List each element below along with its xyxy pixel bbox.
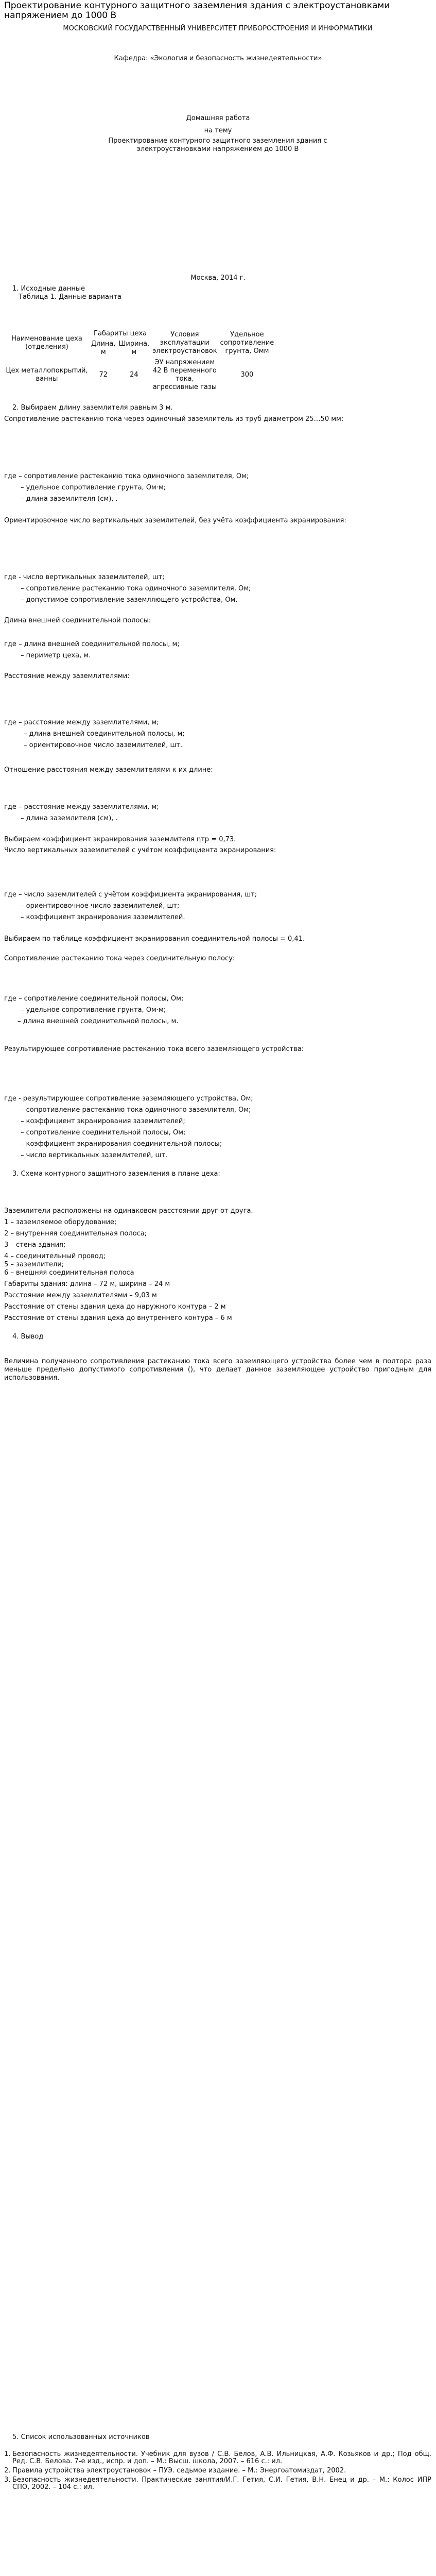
where-single-3: – длина заземлителя (см), . xyxy=(21,495,118,503)
cell-width: 24 xyxy=(130,371,138,379)
where-total-6: – число вертикальных заземлителей, шт. xyxy=(21,1151,168,1159)
single-electrode-paragraph: Сопротивление растеканию тока через одиночный заземлитель из труб диаметром 25…50 мм: xyxy=(4,415,344,423)
where-ratio-1: где – расстояние между заземлителями, м; xyxy=(4,803,159,811)
building-dimensions: Габариты здания: длина – 72 м, ширина – 24 м xyxy=(4,1280,170,1288)
list-item-number: 1. xyxy=(4,2450,11,2458)
count-with-eta-paragraph: Число вертикальных заземлителей с учётом коэффициента экранирования: xyxy=(4,846,276,854)
where-single-2: – удельное сопротивление грунта, Ом·м; xyxy=(21,484,166,492)
header-length: Длина, м xyxy=(91,340,116,356)
cell-resistivity: 300 xyxy=(240,371,254,379)
conclusion-text: Величина полученного сопротивления растеканию тока всего заземляющего устройства более чем в полтора раза меньше предельно допустимого сопротивления (), что делает данное заземляющее устройство пригодным для использования. xyxy=(4,1358,431,1382)
legend-item-2: 2 – внутренняя соединительная полоса; xyxy=(4,1230,147,1238)
outer-contour-distance: Расстояние от стены здания цеха до наружного контура – 2 м xyxy=(4,1303,226,1311)
where-strip-1: где – длина внешней соединительной полосы, м; xyxy=(4,640,180,648)
university-name: МОСКОВСКИЙ ГОСУДАРСТВЕННЫЙ УНИВЕРСИТЕТ ПРИБОРОСТРОЕНИЯ И ИНФОРМАТИКИ xyxy=(63,25,373,32)
where-distance-2: – длина внешней соединительной полосы, м; xyxy=(24,730,185,738)
where-count2-3: – коэффициент экранирования заземлителей. xyxy=(21,913,185,921)
where-count2-1: где – число заземлителей с учётом коэффициента экранирования, шт; xyxy=(4,891,257,899)
list-item xyxy=(4,2451,431,2465)
where-strip-res-2: – удельное сопротивление грунта, Ом·м; xyxy=(21,1006,166,1014)
department-name: Кафедра: «Экология и безопасность жизнедеятельности» xyxy=(114,55,322,62)
where-strip-res-1: где – сопротивление соединительной полосы, Ом; xyxy=(4,995,184,1003)
table-row xyxy=(4,358,275,393)
legend-item-1: 1 – заземляемое оборудование; xyxy=(4,1218,117,1226)
where-single-1: где – сопротивление растеканию тока одиночного заземлителя, Ом; xyxy=(4,472,249,480)
header-name: Наименование цеха (отделения) xyxy=(11,335,82,351)
cell-name: Цех металлопокрытий, ванны xyxy=(6,367,88,383)
section2-heading: 2. Выбираем длину заземлителя равным 3 м. xyxy=(12,404,173,412)
where-total-5: – коэффициент экранирования соединительной полосы; xyxy=(21,1140,222,1148)
eta-strip-paragraph: Выбираем по таблице коэффициент экранирования соединительной полосы = 0,41. xyxy=(4,935,305,943)
list-item-text: Безопасность жизнедеятельности. Учебник для вузов / С.В. Белов, А.В. Ильницкая, А.Ф. Козьяков и др.; Под общ. Ред. С.В. Белова. 7-е изд., испр. и доп. – М.: Высш. школа, 2007. – 616 с.: ил. xyxy=(12,2450,431,2465)
city-year: Москва, 2014 г. xyxy=(190,274,246,282)
where-count-3: – допустимое сопротивление заземляющего устройства, Ом. xyxy=(21,596,238,604)
list-item-number: 2. xyxy=(4,2467,11,2475)
list-item-text: Безопасность жизнедеятельности. Практические занятия/И.Г. Гетия, С.И. Гетия, В.Н. Енец и др. – М.: Колос ИПР СПО, 2002. – 104 с.: ил. xyxy=(12,2476,431,2491)
where-total-3: – коэффициент экранирования заземлителей; xyxy=(21,1117,185,1125)
document-title: Проектирование контурного защитного заземления здания с электроустановками напряжением до 1000 В xyxy=(4,1,390,21)
electrode-spacing: Расстояние между заземлителями – 9,03 м xyxy=(4,1292,157,1299)
distance-paragraph: Расстояние между заземлителями: xyxy=(4,672,130,680)
cell-length: 72 xyxy=(99,371,108,379)
where-total-4: – сопротивление соединительной полосы, Ом; xyxy=(21,1129,186,1137)
ratio-paragraph: Отношение расстояния между заземлителями к их длине: xyxy=(4,766,213,774)
list-item xyxy=(4,2477,431,2491)
header-dims: Габариты цеха xyxy=(94,330,147,337)
header-resistivity: Удельное сопротивление грунта, Омм xyxy=(220,331,274,355)
strip-resistance-paragraph: Сопротивление растеканию тока через соединительную полосу: xyxy=(4,955,235,962)
section3-heading: 3. Схема контурного защитного заземления в плане цеха: xyxy=(12,1170,220,1178)
inner-contour-distance: Расстояние от стены здания цеха до внутреннего контура – 6 м xyxy=(4,1314,232,1322)
legend-item-5: 5 – заземлители; xyxy=(4,1261,64,1268)
where-ratio-2: – длина заземлителя (см), . xyxy=(21,815,118,822)
section5-heading: 5. Список использованных источников xyxy=(12,2433,150,2441)
where-count-1: где - число вертикальных заземлителей, шт; xyxy=(4,573,165,581)
on-topic-label: на тему xyxy=(204,127,232,134)
variant-data-table xyxy=(4,329,275,393)
strip-length-paragraph: Длина внешней соединительной полосы: xyxy=(4,617,151,624)
total-resistance-paragraph: Результирующее сопротивление растеканию тока всего заземляющего устройства: xyxy=(4,1045,304,1053)
where-distance-3: – ориентировочное число заземлителей, шт. xyxy=(24,741,183,749)
work-type: Домашняя работа xyxy=(186,114,250,122)
header-width: Ширина, м xyxy=(118,340,150,356)
legend-item-3: 3 – стена здания; xyxy=(4,1241,66,1249)
legend-item-6: 6 – внешняя соединительная полоса xyxy=(4,1269,134,1277)
where-distance-1: где – расстояние между заземлителями, м; xyxy=(4,719,159,726)
references-list xyxy=(4,2451,431,2493)
where-strip-2: – периметр цеха, м. xyxy=(21,652,91,659)
where-count-2: – сопротивление растеканию тока одиночного заземлителя, Ом; xyxy=(21,585,251,592)
cell-conditions: ЭУ напряжением 42 В переменного тока, агрессивные газы xyxy=(152,359,217,391)
section1-heading: 1. Исходные данные xyxy=(12,285,85,293)
header-conditions: Условия эксплуатации электроустановок xyxy=(152,331,217,355)
table-caption: Таблица 1. Данные варианта xyxy=(19,293,122,301)
list-item-number: 3. xyxy=(4,2476,11,2484)
list-item xyxy=(4,2467,431,2475)
where-total-2: – сопротивление растеканию тока одиночного заземлителя, Ом; xyxy=(21,1106,251,1114)
where-count2-2: – ориентировочное число заземлителей, шт; xyxy=(21,902,180,910)
table-header-row xyxy=(4,329,275,339)
eta-paragraph: Выбираем коэффициент экранирования заземлителя ηтр = 0,73. xyxy=(4,836,236,843)
scheme-paragraph: Заземлители расположены на одинаковом расстоянии друг от друга. xyxy=(4,1207,253,1215)
section4-heading: 4. Вывод xyxy=(12,1333,44,1341)
where-total-1: где - результирующее сопротивление заземляющего устройства, Ом; xyxy=(4,1095,253,1103)
topic-title: Проектирование контурного защитного заземления здания с электроустановками напряжением до 1000 В xyxy=(108,137,327,153)
legend-item-4: 4 – соединительный провод; xyxy=(4,1252,106,1260)
where-strip-res-3: – длина внешней соединительной полосы, м. xyxy=(18,1018,179,1025)
list-item-text: Правила устройства электроустановок – ПУЭ. седьмое издание. – М.: Энергоатомиздат, 2002. xyxy=(12,2467,346,2475)
approx-count-paragraph: Ориентировочное число вертикальных заземлителей, без учёта коэффициента экранирования: xyxy=(4,517,346,524)
